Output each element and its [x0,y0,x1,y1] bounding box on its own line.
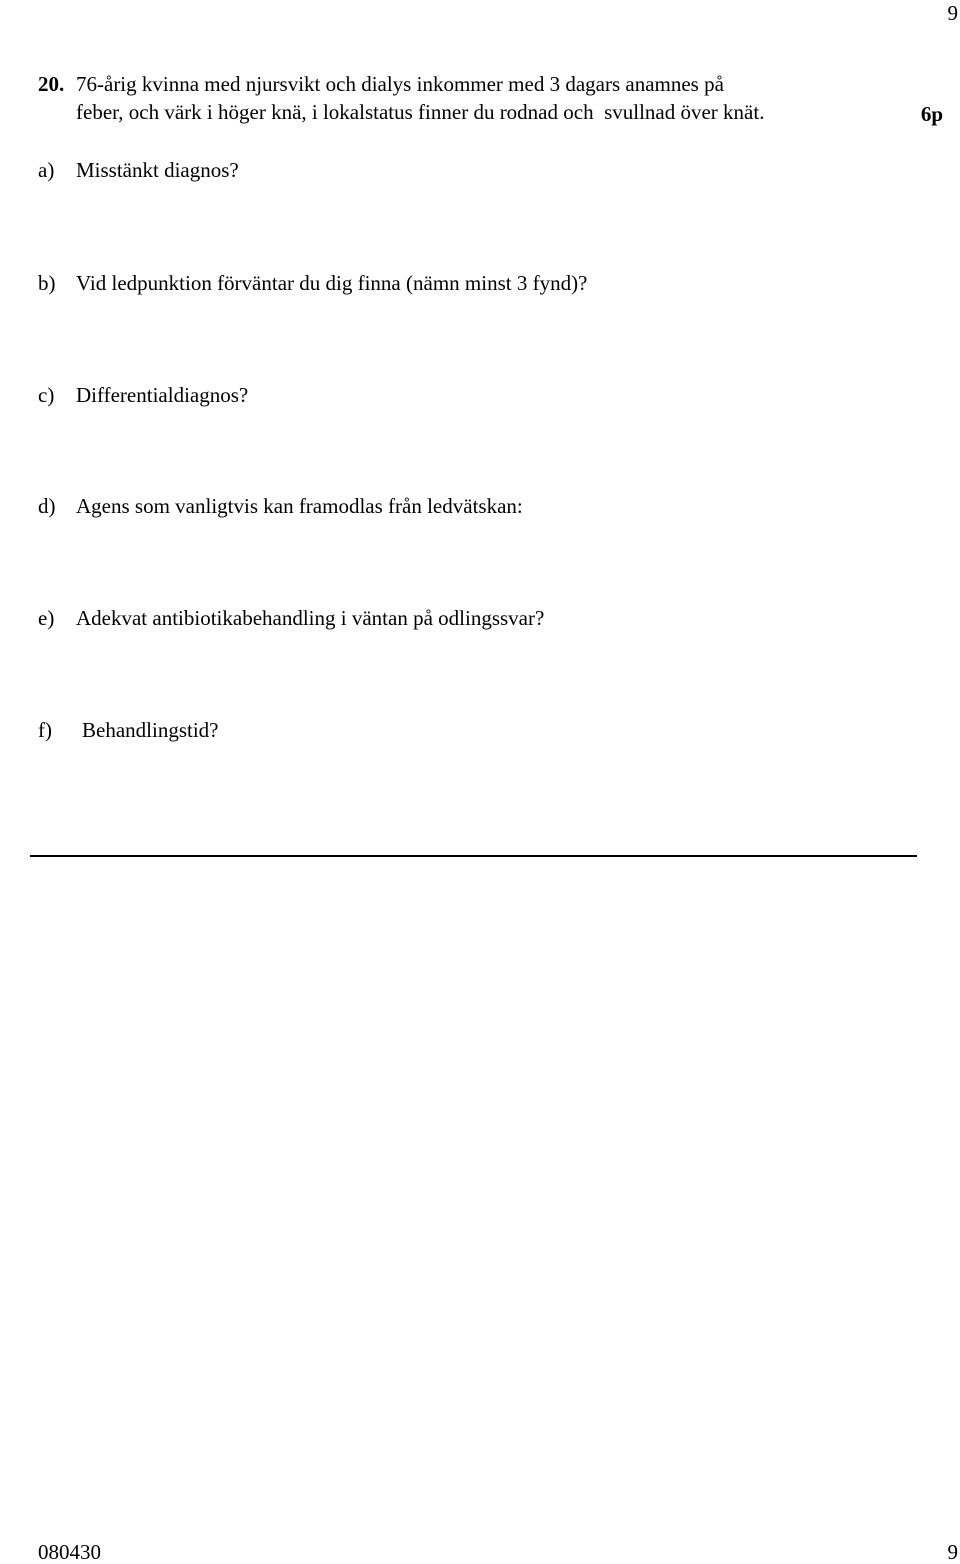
page-number-top: 9 [947,1,958,25]
subquestion-text: Behandlingstid? [82,718,219,742]
subquestion-letter: c) [38,383,55,407]
footer-page-number: 9 [947,1540,958,1564]
question-text-line-1: 76-årig kvinna med njursvikt och dialys inkommer med 3 dagars anamnes på [76,72,724,96]
subquestion-letter: a) [38,158,55,182]
subquestion-letter: d) [38,494,56,518]
section-divider [30,855,917,857]
footer-date: 080430 [38,1540,101,1564]
subquestion-text: Differentialdiagnos? [76,383,249,407]
question-number: 20. [38,72,65,96]
subquestion-text: Agens som vanligtvis kan framodlas från ledvätskan: [76,494,523,518]
subquestion-text: Vid ledpunktion förväntar du dig finna (nämn minst 3 fynd)? [76,271,588,295]
subquestion-text: Misstänkt diagnos? [76,158,239,182]
question-text-line-2: feber, och värk i höger knä, i lokalstatus finner du rodnad och svullnad över knät. [76,100,765,124]
subquestion-letter: b) [38,271,56,295]
subquestion-letter: f) [38,718,52,742]
subquestion-letter: e) [38,606,55,630]
question-points: 6p [920,102,943,126]
subquestion-text: Adekvat antibiotikabehandling i väntan på odlingssvar? [76,606,545,630]
